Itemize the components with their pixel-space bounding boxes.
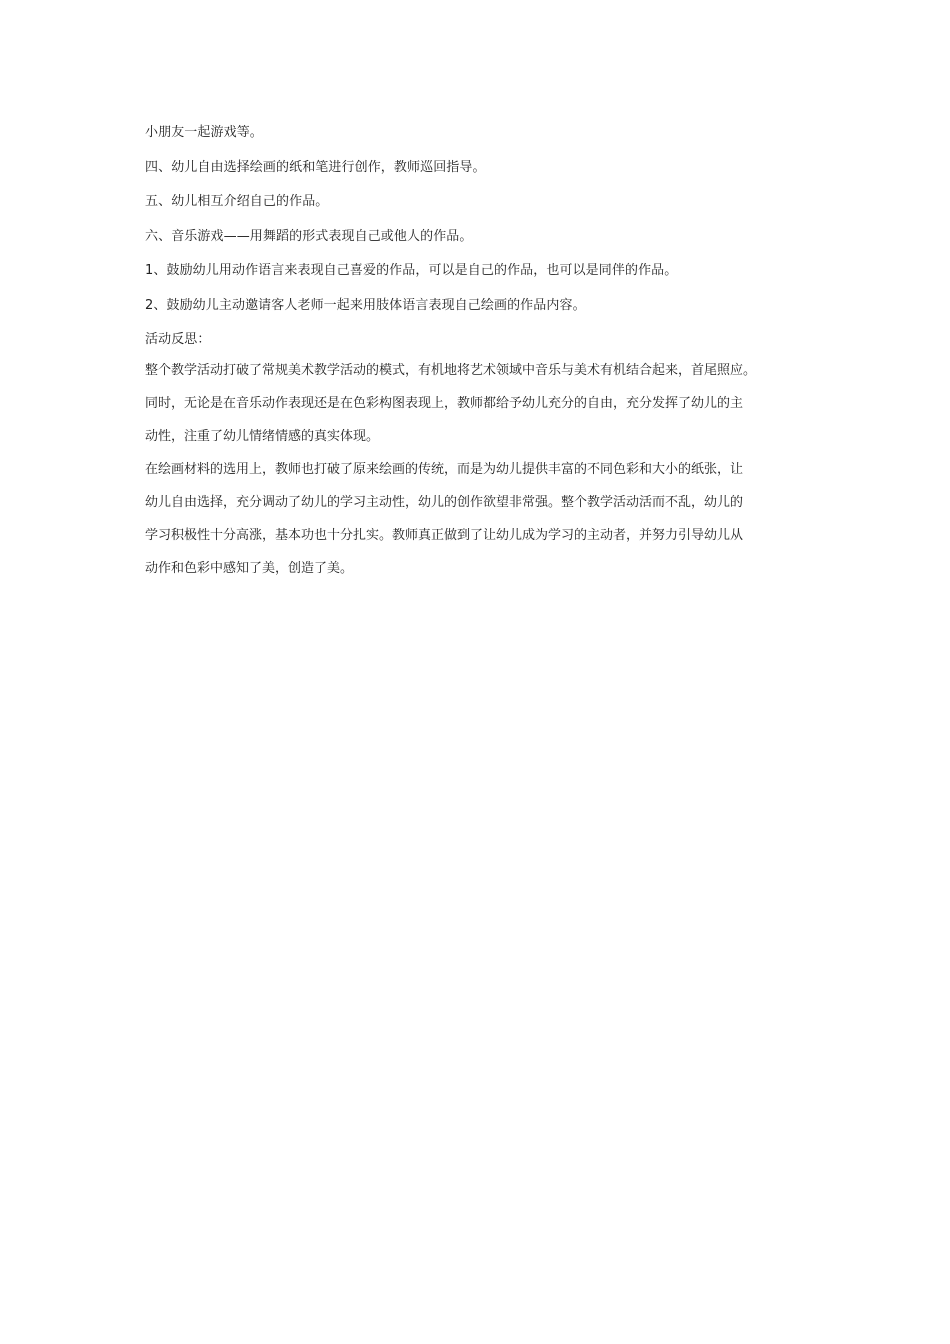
paragraph-line: 整个教学活动打破了常规美术教学活动的模式，有机地将艺术领域中音乐与美术有机结合起来，首尾照应。 xyxy=(145,363,757,378)
text-line: 小朋友一起游戏等。 xyxy=(145,125,263,140)
paragraph-line: 在绘画材料的选用上，教师也打破了原来绘画的传统，而是为幼儿提供丰富的不同色彩和大小的纸张，让 xyxy=(145,462,744,477)
text-line: 五、幼儿相互介绍自己的作品。 xyxy=(145,194,329,209)
text-line: 四、幼儿自由选择绘画的纸和笔进行创作，教师巡回指导。 xyxy=(145,159,486,175)
text-line: 六、音乐游戏——用舞蹈的形式表现自己或他人的作品。 xyxy=(145,228,473,244)
paragraph-line: 学习积极性十分高涨，基本功也十分扎实。教师真正做到了让幼儿成为学习的主动者，并努力引导幼儿从 xyxy=(145,528,744,543)
text-line: 1、鼓励幼儿用动作语言来表现自己喜爱的作品，可以是自己的作品，也可以是同伴的作品。 xyxy=(145,263,678,278)
paragraph-line: 动性，注重了幼儿情绪情感的真实体现。 xyxy=(145,429,380,444)
paragraph-line: 同时，无论是在音乐动作表现还是在色彩构图表现上，教师都给予幼儿充分的自由，充分发挥了幼儿的主 xyxy=(145,396,744,411)
section-heading: 活动反思： xyxy=(145,332,211,347)
document-body xyxy=(145,122,815,593)
text-line: 2、鼓励幼儿主动邀请客人老师一起来用肢体语言表现自己绘画的作品内容。 xyxy=(145,297,586,313)
paragraph-line: 幼儿自由选择，充分调动了幼儿的学习主动性，幼儿的创作欲望非常强。整个教学活动活而不乱，幼儿的 xyxy=(145,495,744,510)
paragraph-line: 动作和色彩中感知了美，创造了美。 xyxy=(145,561,354,576)
